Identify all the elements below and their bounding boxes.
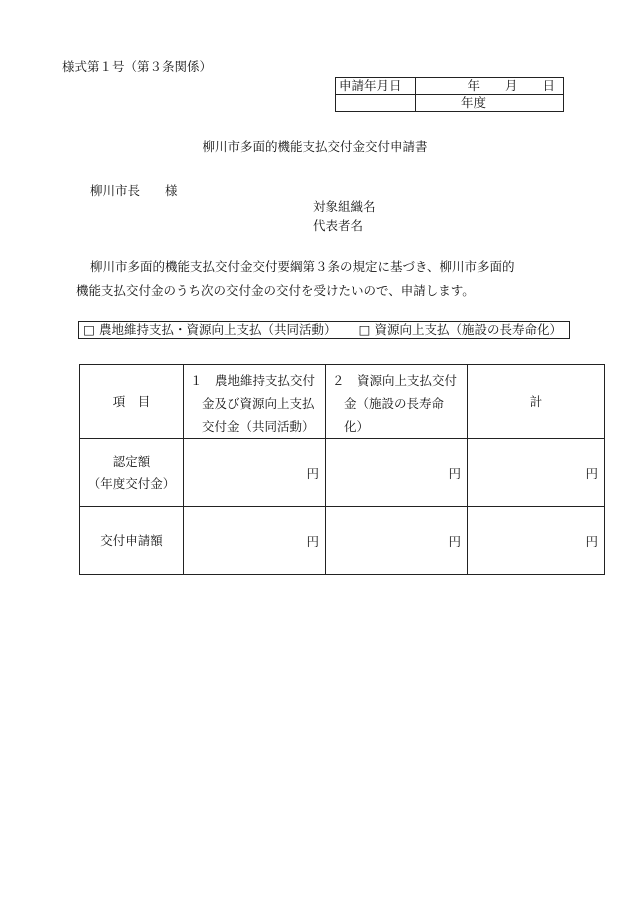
subsidy-option-box [78,321,570,339]
date-label: 申請年月日 [336,78,416,95]
approved-col-1-cell[interactable]: 円 [184,439,326,507]
approved-col-2-cell[interactable]: 円 [326,439,468,507]
amount-table [79,364,605,575]
header-col-2: ２ 資源向上支払交付 金（施設の長寿命化） [326,365,468,439]
date-field: 年 月 日 [416,78,564,95]
body-line-1: 柳川市多面的機能支払交付金交付要綱第３条の規定に基づき、柳川市多面的 [90,259,515,274]
addressee: 柳川市長 様 [90,183,178,198]
option-1-label: 農地維持支払・資源向上支払（共同活動） [98,322,337,337]
row-label-approved: 認定額 （年度交付金） [80,439,184,507]
body-text [76,255,566,303]
fiscal-year-field: 年度 [416,95,564,112]
table-header-row [80,365,605,439]
representative-name-label: 代表者名 [313,218,364,233]
fiscal-year-blank [336,95,416,112]
requested-col-1-cell[interactable]: 円 [184,507,326,575]
requested-col-2-cell[interactable]: 円 [326,507,468,575]
option-2-label: 資源向上支払（施設の長寿命化） [374,322,562,337]
checkbox-option-1[interactable]: □ [83,322,95,337]
row-label-requested: 交付申請額 [80,507,184,575]
requested-total-cell[interactable]: 円 [468,507,605,575]
date-box [335,77,564,112]
table-row [80,507,605,575]
body-line-2: 機能支払交付金のうち次の交付金の交付を受けたいので、申請します。 [76,283,475,298]
header-col-1: １ 農地維持支払交付 金及び資源向上支払 交付金（共同活動） [184,365,326,439]
document-title: 柳川市多面的機能支払交付金交付申請書 [202,139,428,154]
organization-name-label: 対象組織名 [313,199,376,214]
header-item: 項 目 [80,365,184,439]
approved-total-cell[interactable]: 円 [468,439,605,507]
table-row [80,439,605,507]
checkbox-option-2[interactable]: □ [358,322,371,337]
form-number: 様式第１号（第３条関係） [62,59,213,74]
header-total: 計 [468,365,605,439]
